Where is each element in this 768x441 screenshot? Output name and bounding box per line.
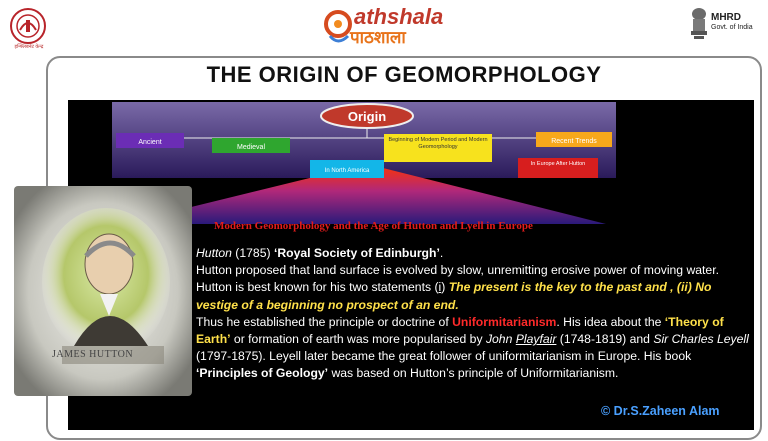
- principles-of-geology: ‘Principles of Geology’: [196, 366, 329, 381]
- theory-of-earth: ‘Theory of Earth’: [196, 314, 724, 347]
- diagram-node-europe-label: In Europe After Hutton: [530, 161, 586, 167]
- statements-intro: Hutton is best known for his two statements (: [196, 280, 439, 295]
- p4-mid4: (1797-1875). Leyell later became the great follower of uniformitarianism in Europe. His book: [196, 349, 692, 364]
- p4-mid: . His idea about the: [556, 314, 665, 329]
- paragraph-hutton-society: [196, 245, 756, 262]
- national-emblem-icon: [688, 6, 710, 40]
- section-subtitle: Modern Geomorphology and the Age of Hutton and Lyell in Europe: [214, 220, 533, 232]
- statements-quote: The present is the key to the past and , (ii) No vestige of a beginning no prospect of an end.: [196, 280, 712, 312]
- inflibnet-logo-icon: [8, 6, 48, 46]
- p4-mid2: or formation of earth was more popularised by: [230, 332, 486, 347]
- uniformitarianism-term: Uniformitarianism: [452, 314, 557, 329]
- statement-i-close: ): [441, 280, 449, 295]
- portrait-caption: JAMES HUTTON: [52, 349, 134, 360]
- hutton-year: (1785): [231, 246, 274, 260]
- diagram-root-label: Origin: [347, 109, 387, 124]
- diagram-node-ancient-label: Ancient: [138, 139, 162, 146]
- paragraph-uniformitarianism: [196, 314, 756, 383]
- mhrd-label: MHRD: [711, 12, 741, 23]
- diagram-node-recent-trends-label: Recent Trends: [551, 138, 597, 145]
- brand-name-hi: पाठशाला: [350, 28, 406, 47]
- mhrd-subtitle: Govt. of India: [711, 24, 753, 31]
- left-logo-caption: इन्फ्लिबनेट केन्द्र: [14, 44, 44, 50]
- diagram-node-modern-label: Beginning of Modern Period and Modern Geomorphology: [388, 137, 488, 150]
- diagram-node-medieval-label: Medieval: [236, 144, 266, 151]
- john-text: John: [485, 332, 516, 347]
- charles-lyell-text: Sir Charles Leyell: [653, 332, 749, 347]
- hutton-name: Hutton: [196, 246, 232, 260]
- p4-intro: Thus he established the principle or doctrine of: [196, 314, 453, 329]
- paragraph-statements: [196, 279, 756, 313]
- body-text: [196, 245, 756, 383]
- playfair-text: Playfair: [515, 332, 557, 347]
- james-hutton-portrait: [14, 186, 192, 396]
- diagram-node-north-america-label: In North America: [324, 168, 370, 174]
- copyright-notice: © Dr.S.Zaheen Alam: [601, 404, 720, 418]
- brand-name-en: athshala: [354, 4, 444, 29]
- statement-i-marker: i: [438, 280, 442, 295]
- p4-mid3: (1748-1819) and: [556, 332, 654, 347]
- p4-end: was based on Hutton’s principle of Uniformitarianism.: [328, 366, 619, 381]
- paragraph-land-surface: Hutton proposed that land surface is evolved by slow, unremitting erosive power of moving water.: [196, 263, 719, 278]
- slide-title: THE ORIGIN OF GEOMORPHOLOGY: [206, 62, 602, 87]
- royal-society-text: ‘Royal Society of Edinburgh’: [273, 246, 440, 260]
- p1-end: .: [439, 246, 444, 260]
